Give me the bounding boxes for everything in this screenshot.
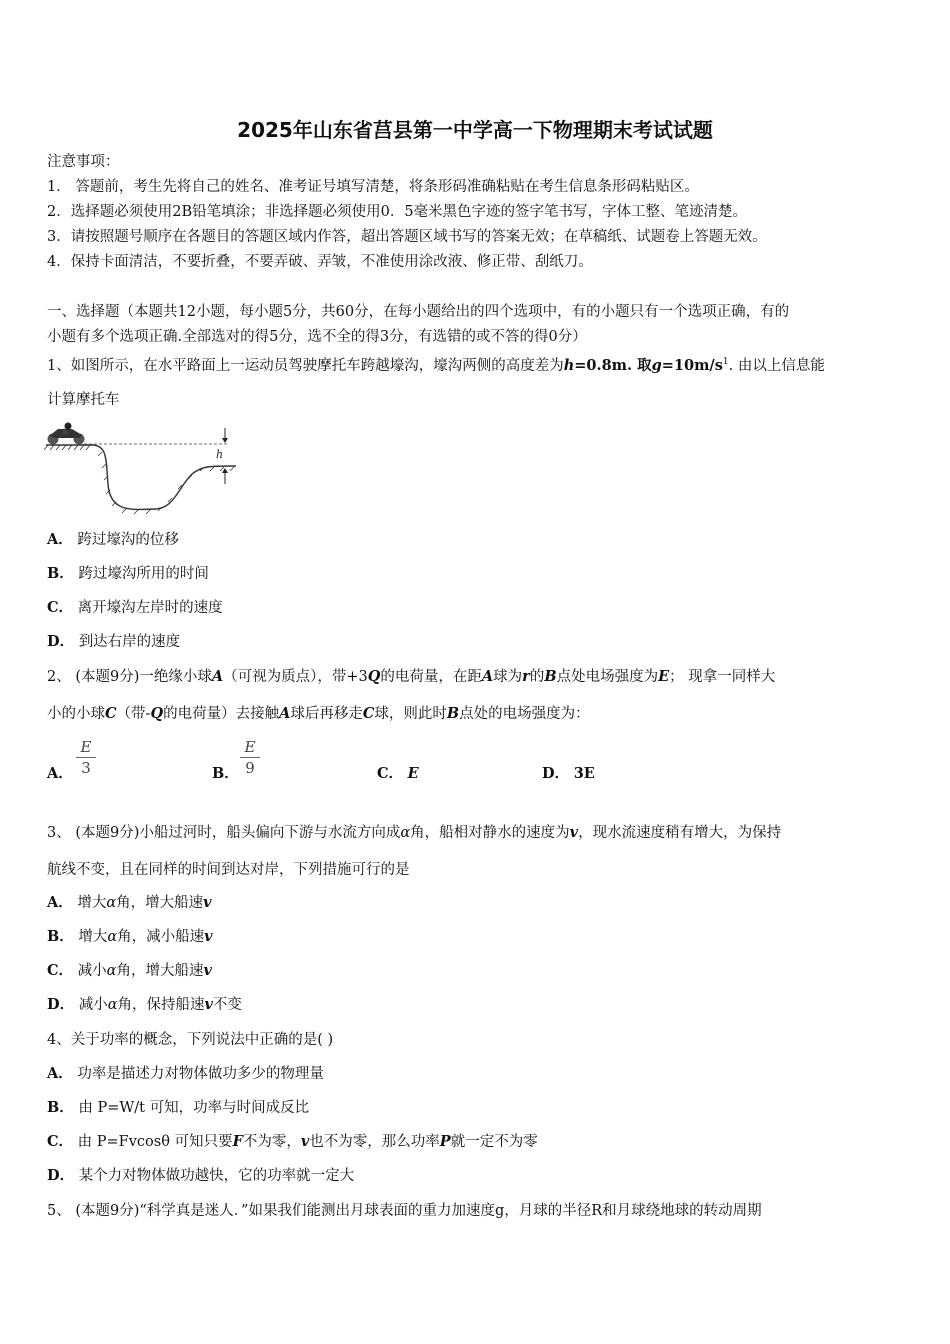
q4-stem: 4、关于功率的概念，下列说法中正确的是( ) — [47, 1032, 334, 1048]
q3-stem-line1: 3、 (本题9分)小船过河时，船头偏向下游与水流方向成α角，船相对静水的速度为v，现水流速度稍有增大，为保持 — [47, 824, 782, 841]
q4-option-b[interactable]: B． 由 P=W/t 可知，功率与时间成反比 — [47, 1099, 310, 1116]
notice-heading: 注意事项： — [47, 154, 120, 170]
q1-option-b[interactable]: B． 跨过壕沟所用的时间 — [47, 565, 209, 582]
notice-item-2: 2．选择题必须使用2B铅笔填涂；非选择题必须使用0．5毫米黑色字迹的签字笔书写，字体工整、笔迹清楚。 — [47, 204, 748, 220]
q1-ditch-figure — [44, 422, 240, 518]
q3-stem-line2: 航线不变，且在同样的时间到达对岸，下列措施可行的是 — [47, 862, 410, 878]
notice-item-4: 4．保持卡面清洁，不要折叠，不要弄破、弄皱，不准使用涂改液、修正带、刮纸刀。 — [47, 254, 593, 270]
q3-option-c[interactable]: C． 减小α角，增大船速v — [47, 962, 212, 979]
q2-stem-line2: 小的小球C（带-Q的电荷量）去接触A球后再移走C球，则此时B点处的电场强度为： — [47, 705, 590, 722]
q1-option-d[interactable]: D． 到达右岸的速度 — [47, 633, 181, 650]
q2-option-b-fraction: E 9 — [240, 738, 260, 777]
q3-option-a[interactable]: A． 增大α角，增大船速v — [47, 894, 212, 911]
q5-stem: 5、 (本题9分)“科学真是迷人．”如果我们能测出月球表面的重力加速度g，月球的半径R和月球绕地球的转动周期 — [47, 1203, 762, 1219]
q2-option-b[interactable]: B． — [212, 765, 239, 782]
q2-option-c[interactable]: C． E — [377, 765, 419, 782]
page-title: 2025年山东省莒县第一中学高一下物理期末考试试题 — [237, 118, 713, 142]
q4-option-c[interactable]: C． 由 P=Fvcosθ 可知只要F不为零，v也不为零，那么功率P就一定不为零 — [47, 1133, 538, 1150]
q1-option-c[interactable]: C． 离开壕沟左岸时的速度 — [47, 599, 223, 616]
section-heading-line1: 一、选择题（本题共12小题，每小题5分，共60分，在每小题给出的四个选项中，有的小题只有一个选项正确，有的 — [47, 304, 790, 320]
q1-stem-cont: 计算摩托车 — [47, 392, 120, 408]
h-label: h — [216, 448, 224, 461]
q4-option-a[interactable]: A． 功率是描述力对物体做功多少的物理量 — [47, 1065, 324, 1082]
q2-option-a-fraction: E 3 — [76, 738, 96, 777]
q1-stem: 1、如图所示，在水平路面上一运动员驾驶摩托车跨越壕沟，壕沟两侧的高度差为h=0.8m. 取$g=10m/s^1$. 由以上信息能 — [47, 356, 825, 374]
notice-item-3: 3．请按照题号顺序在各题目的答题区域内作答，超出答题区域书写的答案无效；在草稿纸、试题卷上答题无效。 — [47, 229, 767, 245]
q1-option-a[interactable]: A． 跨过壕沟的位移 — [47, 531, 179, 548]
q2-option-a[interactable]: A． — [47, 765, 73, 782]
notice-item-1: 1． 答题前，考生先将自己的姓名、准考证号填写清楚，将条形码准确粘贴在考生信息条形码粘贴区。 — [47, 179, 699, 195]
q2-option-d[interactable]: D． 3E — [542, 765, 595, 782]
q3-option-b[interactable]: B． 增大α角，减小船速v — [47, 928, 213, 945]
q2-stem-line1: 2、 (本题9分)一绝缘小球A（可视为质点），带+3Q的电荷量，在距A球为r的B点处电场强度为E； 现拿一同样大 — [47, 668, 776, 685]
q4-option-d[interactable]: D． 某个力对物体做功越快，它的功率就一定大 — [47, 1167, 355, 1184]
q3-option-d[interactable]: D． 减小α角，保持船速v不变 — [47, 996, 242, 1013]
section-heading-line2: 小题有多个选项正确.全部选对的得5分，选不全的得3分，有选错的或不答的得0分） — [47, 329, 587, 345]
motorcycle-icon — [48, 423, 85, 445]
